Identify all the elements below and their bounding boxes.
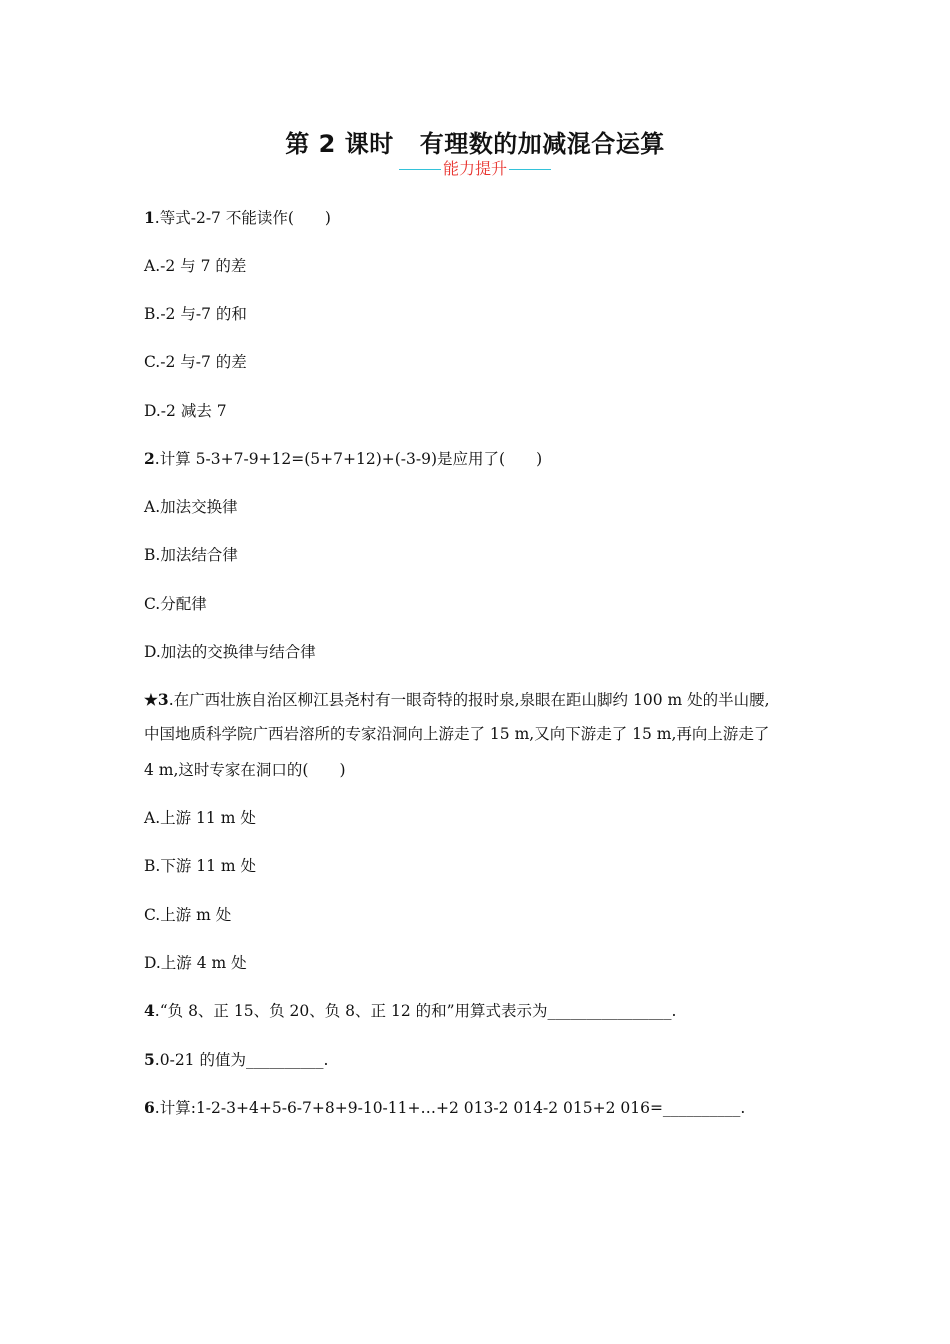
question-2-option-a: A.加法交换律: [144, 498, 238, 516]
question-6-stem: 6.计算:1-2-3+4+5-6-7+8+9-10-11+…+2 013-2 014-2 015+2 016=__________.: [144, 1098, 746, 1117]
page-title: [0, 124, 950, 159]
question-3-stem-line-3: 4 m,这时专家在洞口的( ): [144, 761, 346, 779]
left-rule: [399, 169, 441, 170]
right-rule: [509, 169, 551, 170]
question-3-stem-line-1: ★3.在广西壮族自治区柳江县尧村有一眼奇特的报时泉,泉眼在距山脚约 100 m 处的半山腰,: [144, 690, 770, 709]
question-3-option-c: C.上游 m 处: [144, 906, 232, 924]
star-icon: ★: [144, 690, 158, 709]
question-1-option-d: D.-2 减去 7: [144, 402, 227, 420]
question-4-stem: 4.“负 8、正 15、负 20、负 8、正 12 的和”用算式表示为________________.: [144, 1001, 677, 1020]
question-3-option-d: D.上游 4 m 处: [144, 954, 247, 972]
question-1-option-c: C.-2 与-7 的差: [144, 353, 247, 371]
question-2-stem: 2.计算 5-3+7-9+12=(5+7+12)+(-3-9)是应用了( ): [144, 449, 543, 468]
lesson-topic: 有理数的加减混合运算: [419, 130, 665, 158]
question-2-option-d: D.加法的交换律与结合律: [144, 643, 316, 661]
question-1-option-b: B.-2 与-7 的和: [144, 305, 247, 323]
question-3-option-a: A.上游 11 m 处: [144, 809, 256, 827]
section-label: 能力提升: [442, 159, 507, 178]
question-1-option-a: A.-2 与 7 的差: [144, 257, 247, 275]
question-3-option-b: B.下游 11 m 处: [144, 857, 257, 875]
question-3-stem-line-2: 中国地质科学院广西岩溶所的专家沿洞向上游走了 15 m,又向下游走了 15 m,再向上游走了: [144, 725, 770, 743]
question-1-stem: 1.等式-2-7 不能读作( ): [144, 208, 331, 227]
section-heading: [0, 156, 950, 179]
question-2-option-b: B.加法结合律: [144, 546, 238, 564]
question-2-option-c: C.分配律: [144, 595, 207, 613]
question-5-stem: 5.0-21 的值为__________.: [144, 1050, 329, 1069]
lesson-label: 第 2 课时: [285, 130, 394, 158]
